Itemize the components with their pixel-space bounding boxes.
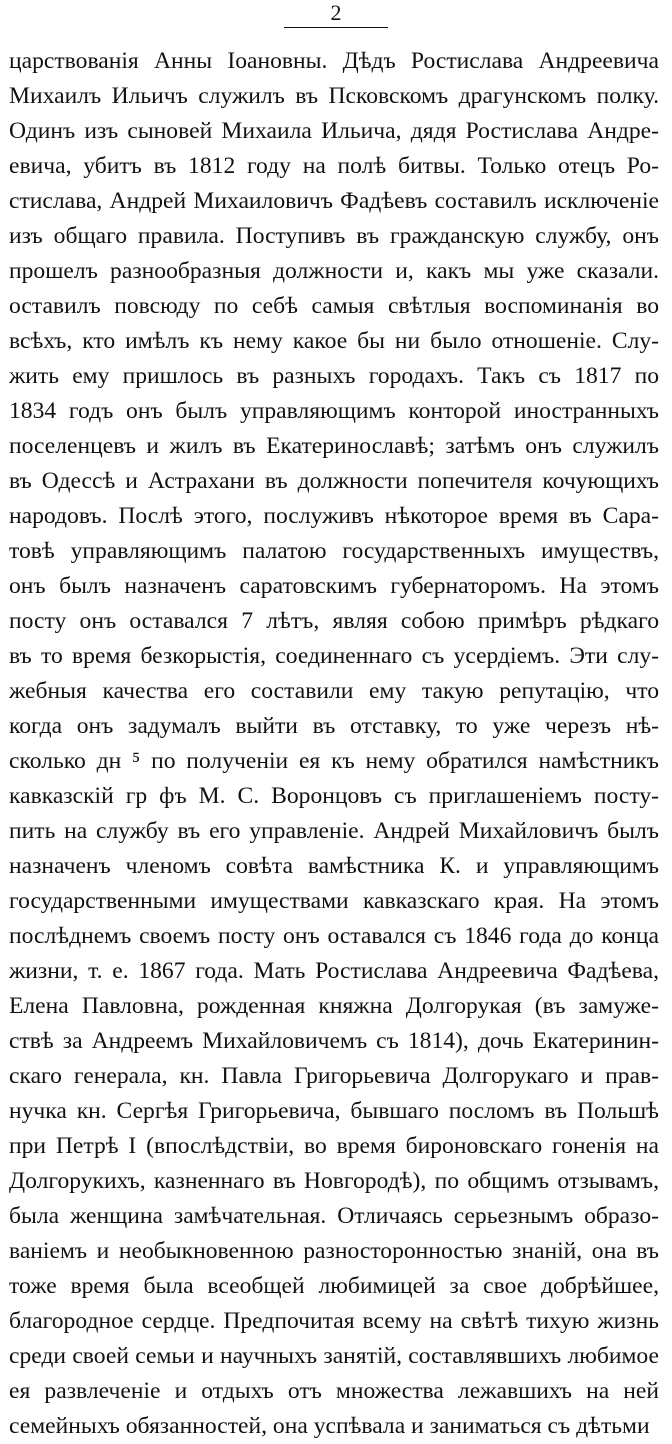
text-line: государственными имуществами кавказскаго края. На этомъ xyxy=(9,888,659,914)
text-line: назначенъ членомъ совѣта вамѣстника К. и управляющимъ xyxy=(9,853,659,879)
text-line: послѣднемъ своемъ посту онъ оставался съ 1846 года до конца xyxy=(9,923,659,949)
text-line: евича, убитъ въ 1812 году на полѣ битвы. Только отецъ Ро- xyxy=(9,153,659,179)
text-line: среди своей семьи и научныхъ занятій, составлявшихъ любимое xyxy=(9,1343,659,1369)
text-line: семейныхъ обязанностей, она успѣвала и заниматься съ дѣтьми xyxy=(9,1413,650,1439)
text-line: товѣ управляющимъ палатою государственныхъ имуществъ, xyxy=(9,538,659,564)
text-line: Одинъ изъ сыновей Михаила Ильича, дядя Ростислава Андре- xyxy=(9,118,659,144)
header-rule xyxy=(284,27,388,28)
text-line: прошелъ разнообразныя должности и, какъ мы уже сказали. xyxy=(9,258,659,284)
text-line: благородное сердце. Предпочитая всему на свѣтѣ тихую жизнь xyxy=(9,1308,659,1334)
text-line: всѣхъ, кто имѣлъ къ нему какое бы ни было отношеніе. Слу- xyxy=(9,328,659,354)
text-line: ствѣ за Андреемъ Михайловичемъ съ 1814), дочь Екатеринин- xyxy=(9,1028,659,1054)
text-line: ваніемъ и необыкновенною разносторонностью знаній, она въ xyxy=(9,1238,659,1264)
text-line: посту онъ оставался 7 лѣтъ, являя собою примѣръ рѣдкаго xyxy=(9,608,659,634)
text-line: тоже время была всеобщей любимицей за свое добрѣйшее, xyxy=(9,1273,659,1299)
text-line: жизни, т. е. 1867 года. Мать Ростислава Андреевича Фадѣева, xyxy=(9,958,659,984)
text-line: царствованія Анны Іоановны. Дѣдъ Ростислава Андреевича xyxy=(9,48,659,74)
text-line: въ Одессѣ и Астрахани въ должности попечителя кочующихъ xyxy=(9,468,659,494)
text-line: когда онъ задумалъ выйти въ отставку, то уже черезъ нѣ- xyxy=(9,713,659,739)
text-line: сколько дн ⁵ по полученіи ея къ нему обратился намѣстникъ xyxy=(9,748,659,774)
body-text xyxy=(9,44,659,1444)
text-line: жить ему пришлось въ разныхъ городахъ. Такъ съ 1817 по xyxy=(9,363,659,389)
text-line: нучка кн. Сергѣя Григорьевича, бывшаго посломъ въ Польшѣ xyxy=(9,1098,659,1124)
text-line: 1834 годъ онъ былъ управляющимъ конторой иностранныхъ xyxy=(9,398,659,424)
page-header xyxy=(0,0,672,40)
text-line: Елена Павловна, рожденная княжна Долгорукая (въ замуже- xyxy=(9,993,659,1019)
text-line: кавказскій гр фъ М. С. Воронцовъ съ приглашеніемъ посту- xyxy=(9,783,659,809)
text-line: поселенцевъ и жилъ въ Екатеринославѣ; затѣмъ онъ служилъ xyxy=(9,433,659,459)
text-line: жебныя качества его составили ему такую репутацію, что xyxy=(9,678,659,704)
text-line: стислава, Андрей Михаиловичъ Фадѣевъ составилъ исключеніе xyxy=(9,188,659,214)
text-line: скаго генерала, кн. Павла Григорьевича Долгорукаго и прав- xyxy=(9,1063,659,1089)
text-line: Долгорукихъ, казненнаго въ Новгородѣ), по общимъ отзывамъ, xyxy=(9,1168,659,1194)
text-line: при Петрѣ I (впослѣдствіи, во время бироновскаго гоненія на xyxy=(9,1133,659,1159)
text-line: въ то время безкорыстія, соединеннаго съ усердіемъ. Эти слу- xyxy=(9,643,659,669)
text-line: оставилъ повсюду по себѣ самыя свѣтлыя воспоминанія во xyxy=(9,293,659,319)
text-line: ея развлеченіе и отдыхъ отъ множества лежавшихъ на ней xyxy=(9,1378,659,1404)
text-line: изъ общаго правила. Поступивъ въ гражданскую службу, онъ xyxy=(9,223,659,249)
text-line: пить на службу въ его управленіе. Андрей Михайловичъ былъ xyxy=(9,818,659,844)
text-line: народовъ. Послѣ этого, послуживъ нѣкоторое время въ Сара- xyxy=(9,503,659,529)
text-line: была женщина замѣчательная. Отличаясь серьезнымъ образо- xyxy=(9,1203,659,1229)
text-line: Михаилъ Ильичъ служилъ въ Псковскомъ драгунскомъ полку. xyxy=(9,83,659,109)
text-line: онъ былъ назначенъ саратовскимъ губернаторомъ. На этомъ xyxy=(9,573,659,599)
page-number: 2 xyxy=(330,0,342,25)
